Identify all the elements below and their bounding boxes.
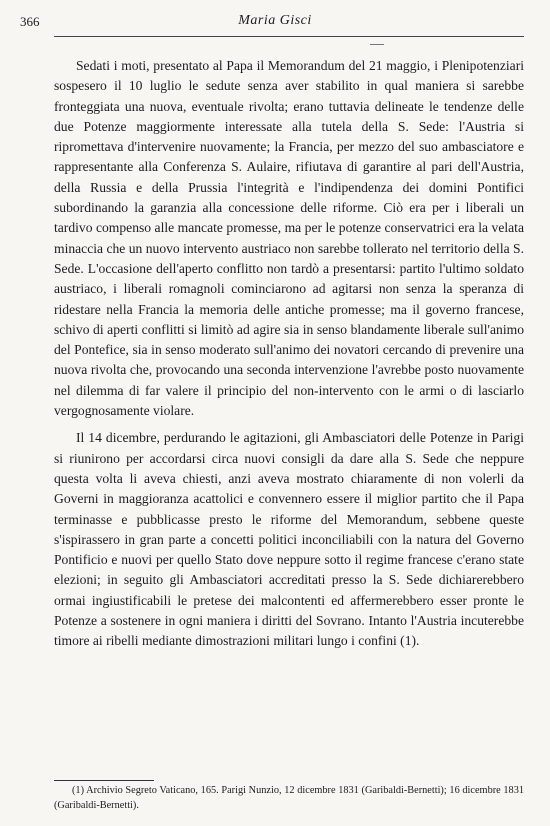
footnote: (1) Archivio Segreto Vaticano, 165. Parigi Nunzio, 12 dicembre 1831 (Garibaldi-Bernetti); 16 dicembre 1831 (Garibaldi-Bernetti). xyxy=(54,785,524,811)
pencil-mark xyxy=(370,44,384,45)
running-title: Maria Gisci xyxy=(238,13,312,28)
body-text xyxy=(54,56,524,652)
footnotes xyxy=(54,780,524,813)
page-header xyxy=(0,0,550,40)
paragraph: Il 14 dicembre, perdurando le agitazioni, gli Ambasciatori delle Potenze in Parigi si riunirono per accordarsi circa nuovi consigli da dare alla S. Sede che neppure questa volta li aveva chiesti, anzi aveva mostrato chiaramente di non volerli da Governi in maggioranza acattolici e convennero essere il miglior partito che il Papa terminasse e pubblicasse presto le riforme del Memorandum, sebbene queste s'ispirassero in gran parte a concetti politici inconciliabili con la natura del Governo Pontificio e nuovi per quello Stato dove neppure sotto il regime francese c'erano state elezioni; in seguito gli Ambasciatori accreditati presso la S. Sede dichiarerebbero ormai ingiustificabili le pretese dei malcontenti ed affermerebbero esser pronte le Potenze a sostenere in ogni maniera i diritti del Sovrano. Intanto l'Austria incuterebbe timore ai ribelli mediante dimostrazioni militari lungo i confini (1). xyxy=(54,430,524,649)
page-number: 366 xyxy=(20,14,40,29)
footnote-rule xyxy=(54,780,154,781)
paragraph: Sedati i moti, presentato al Papa il Memorandum del 21 maggio, i Plenipotenziari sospesero il 10 luglio le sedute senza aver stabilito in qual maniera si sarebbe fronteggiata una nuova, eventuale rivolta; erano tuttavia delineate le tendenze delle due Potenze maggiormente interessate alla tutela della S. Sede: l'Austria si ripromettava d'intervenire nuovamente; la Francia, per mezzo del suo ambasciatore e rappresentante alla Conferenza S. Aulaire, rifiutava di garantire al pari dell'Austria, della Russia e della Prussia l'integrità e l'indipendenza dei domini Pontifici subordinando la garanzia alla concessione delle riforme. Ciò era per i liberali un tardivo compenso alle mancate promesse, ma per le potenze conservatrici era la velata minaccia che un nuovo intervento austriaco non sarebbe tollerato nel territorio della S. Sede. L'occasione dell'aperto conflitto non tardò a presentarsi: partito l'ultimo soldato austriaco, i liberali romagnoli cominciarono ad agitarsi non senza la speranza di ridestare nella Francia la memoria delle antiche promesse; ma il governo francese, schivo di aperti conflitti si limitò ad agire sia in senso blandamente liberale sull'animo del Pontefice, sia in senso moderato sull'animo dei novatori cercando di prevenire una nuova rivolta che, provocando una seconda intervenzione l'avrebbe posto nuovamente nel dilemma di far valere il principio del non-intervento con le armi o di lasciarlo vergognosamente violare. xyxy=(54,58,524,419)
header-rule xyxy=(54,36,524,37)
